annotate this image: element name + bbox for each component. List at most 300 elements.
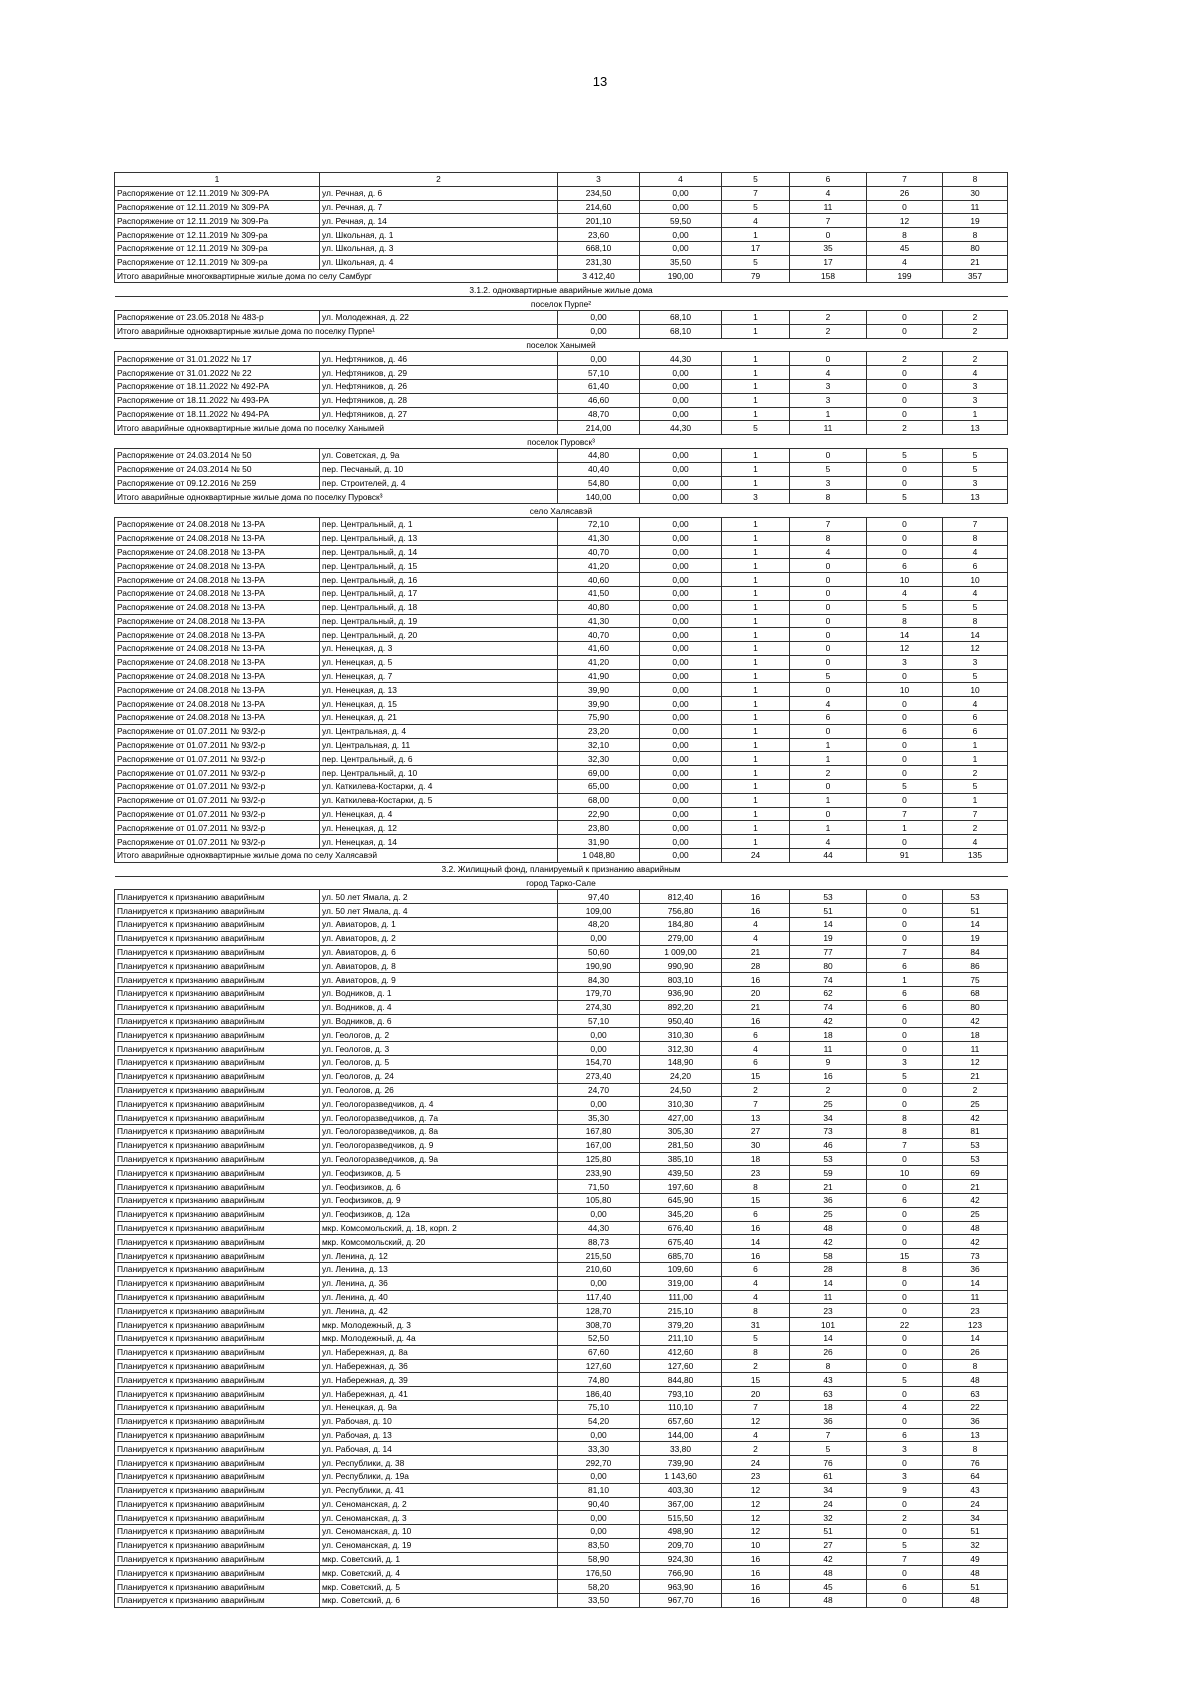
document-cell: Планируется к признанию аварийным [115,987,320,1001]
document-cell: Планируется к признанию аварийным [115,1193,320,1207]
area-cell: 58,20 [558,1580,640,1594]
document-cell: Распоряжение от 18.11.2022 № 494-РА [115,407,320,421]
count-cell: 19 [943,931,1008,945]
count-cell: 0 [867,1235,943,1249]
section-heading-row [115,876,1008,890]
area-cell: 127,60 [558,1359,640,1373]
area-cell: 109,00 [558,904,640,918]
table-row [115,1497,1008,1511]
count-cell: 0 [867,1456,943,1470]
table-row [115,1028,1008,1042]
table-row [115,1000,1008,1014]
count-cell: 0 [867,793,943,807]
area-cell: 179,70 [558,987,640,1001]
count-cell: 27 [790,1538,867,1552]
count-cell: 28 [722,959,790,973]
count-cell: 4 [722,214,790,228]
total-value-cell: 44,30 [640,421,722,435]
document-cell: Распоряжение от 24.08.2018 № 13-РА [115,614,320,628]
section-heading: поселок Ханымей [115,338,1008,352]
area-cell: 0,00 [640,600,722,614]
count-cell: 2 [943,352,1008,366]
document-cell: Планируется к признанию аварийным [115,904,320,918]
count-cell: 26 [790,1345,867,1359]
address-cell: пер. Центральный, д. 17 [320,586,558,600]
table-row [115,1345,1008,1359]
document-cell: Планируется к признанию аварийным [115,959,320,973]
address-cell: ул. Каткилева-Костарки, д. 5 [320,793,558,807]
document-cell: Планируется к признанию аварийным [115,1594,320,1608]
count-cell: 12 [722,1483,790,1497]
total-value-cell: 13 [943,421,1008,435]
table-row [115,366,1008,380]
table-row [115,462,1008,476]
count-cell: 0 [867,669,943,683]
document-cell: Планируется к признанию аварийным [115,1180,320,1194]
count-cell: 49 [943,1552,1008,1566]
count-cell: 25 [943,1097,1008,1111]
table-row [115,918,1008,932]
table-row [115,1456,1008,1470]
count-cell: 2 [943,821,1008,835]
count-cell: 8 [722,1304,790,1318]
header-cell: 8 [943,173,1008,187]
count-cell: 21 [943,1180,1008,1194]
area-cell: 40,80 [558,600,640,614]
count-cell: 7 [790,214,867,228]
table-row [115,1056,1008,1070]
count-cell: 8 [867,614,943,628]
total-value-cell: 214,00 [558,421,640,435]
area-cell: 0,00 [558,1042,640,1056]
section-heading-row [115,862,1008,876]
header-cell: 7 [867,173,943,187]
count-cell: 3 [790,379,867,393]
area-cell: 39,90 [558,683,640,697]
count-cell: 3 [943,379,1008,393]
area-cell: 0,00 [640,738,722,752]
document-cell: Планируется к признанию аварийным [115,1000,320,1014]
document-cell: Распоряжение от 24.08.2018 № 13-РА [115,586,320,600]
table-row [115,752,1008,766]
count-cell: 1 [722,586,790,600]
area-cell: 32,30 [558,752,640,766]
address-cell: ул. Геологов, д. 2 [320,1028,558,1042]
count-cell: 4 [722,1276,790,1290]
area-cell: 379,20 [640,1318,722,1332]
count-cell: 4 [943,835,1008,849]
document-cell: Планируется к признанию аварийным [115,1387,320,1401]
area-cell: 59,50 [640,214,722,228]
count-cell: 1 [722,462,790,476]
document-cell: Планируется к признанию аварийным [115,918,320,932]
document-cell: Распоряжение от 01.07.2011 № 93/2-р [115,738,320,752]
table-row [115,973,1008,987]
count-cell: 18 [790,1028,867,1042]
count-cell: 0 [867,1414,943,1428]
area-cell: 0,00 [640,697,722,711]
table-row [115,1193,1008,1207]
count-cell: 4 [867,255,943,269]
address-cell: ул. Нефтяников, д. 29 [320,366,558,380]
table-row [115,600,1008,614]
total-value-cell: 135 [943,849,1008,863]
area-cell: 184,80 [640,918,722,932]
area-cell: 48,70 [558,407,640,421]
address-cell: ул. Набережная, д. 36 [320,1359,558,1373]
area-cell: 310,30 [640,1097,722,1111]
area-cell: 793,10 [640,1387,722,1401]
area-cell: 367,00 [640,1497,722,1511]
count-cell: 30 [943,186,1008,200]
section-heading: 3.2. Жилищный фонд, планируемый к признанию аварийным [115,862,1008,876]
count-cell: 51 [943,1525,1008,1539]
section-heading-row [115,338,1008,352]
count-cell: 1 [722,752,790,766]
count-cell: 1 [943,407,1008,421]
count-cell: 53 [943,1152,1008,1166]
table-row [115,476,1008,490]
count-cell: 1 [722,573,790,587]
count-cell: 11 [790,1042,867,1056]
count-cell: 7 [867,1552,943,1566]
area-cell: 23,60 [558,228,640,242]
area-cell: 41,20 [558,655,640,669]
count-cell: 1 [722,393,790,407]
count-cell: 0 [867,1152,943,1166]
address-cell: ул. Геофизиков, д. 5 [320,1166,558,1180]
table-row [115,586,1008,600]
count-cell: 1 [943,793,1008,807]
count-cell: 53 [790,890,867,904]
area-cell: 0,00 [640,655,722,669]
section-heading-row [115,435,1008,449]
count-cell: 0 [867,1566,943,1580]
area-cell: 0,00 [558,1511,640,1525]
count-cell: 14 [943,628,1008,642]
table-row [115,545,1008,559]
document-cell: Планируется к признанию аварийным [115,1428,320,1442]
count-cell: 16 [722,1580,790,1594]
document-cell: Планируется к признанию аварийным [115,1566,320,1580]
count-cell: 12 [867,642,943,656]
area-cell: 0,00 [558,1276,640,1290]
area-cell: 668,10 [558,241,640,255]
count-cell: 0 [867,904,943,918]
document-cell: Распоряжение от 31.01.2022 № 22 [115,366,320,380]
document-cell: Планируется к признанию аварийным [115,1056,320,1070]
area-cell: 117,40 [558,1290,640,1304]
address-cell: ул. Авиаторов, д. 1 [320,918,558,932]
count-cell: 5 [867,780,943,794]
document-cell: Распоряжение от 18.11.2022 № 492-РА [115,379,320,393]
area-cell: 403,30 [640,1483,722,1497]
count-cell: 0 [790,228,867,242]
count-cell: 5 [867,1373,943,1387]
count-cell: 73 [943,1249,1008,1263]
area-cell: 209,70 [640,1538,722,1552]
table-row [115,1387,1008,1401]
total-value-cell: 79 [722,269,790,283]
count-cell: 0 [790,600,867,614]
document-cell: Распоряжение от 24.08.2018 № 13-РА [115,628,320,642]
count-cell: 3 [790,393,867,407]
count-cell: 5 [722,200,790,214]
count-cell: 53 [943,1138,1008,1152]
section-heading: поселок Пуровск³ [115,435,1008,449]
table-row [115,573,1008,587]
area-cell: 0,00 [640,711,722,725]
table-row [115,1483,1008,1497]
area-cell: 0,00 [558,1207,640,1221]
table-row [115,1180,1008,1194]
count-cell: 5 [867,448,943,462]
area-cell: 144,00 [640,1428,722,1442]
area-cell: 33,30 [558,1442,640,1456]
area-cell: 685,70 [640,1249,722,1263]
table-row [115,1331,1008,1345]
table-row [115,642,1008,656]
total-value-cell: 0 [867,324,943,338]
count-cell: 48 [790,1566,867,1580]
document-cell: Планируется к признанию аварийным [115,1345,320,1359]
count-cell: 1 [722,780,790,794]
address-cell: ул. Рабочая, д. 14 [320,1442,558,1456]
count-cell: 2 [867,1511,943,1525]
total-value-cell: 8 [790,490,867,504]
table-row [115,724,1008,738]
document-cell: Планируется к признанию аварийным [115,1304,320,1318]
count-cell: 51 [790,1525,867,1539]
table-row [115,904,1008,918]
total-label: Итого аварийные многоквартирные жилые дома по селу Самбург [115,269,558,283]
count-cell: 7 [790,517,867,531]
total-label: Итого аварийные одноквартирные жилые дома по поселку Пуровск³ [115,490,558,504]
count-cell: 4 [943,545,1008,559]
count-cell: 8 [943,531,1008,545]
table-row [115,1166,1008,1180]
document-cell: Планируется к признанию аварийным [115,1373,320,1387]
table-row [115,780,1008,794]
table-row [115,1235,1008,1249]
area-cell: 439,50 [640,1166,722,1180]
document-cell: Распоряжение от 24.08.2018 № 13-РА [115,545,320,559]
count-cell: 12 [722,1511,790,1525]
count-cell: 45 [867,241,943,255]
area-cell: 0,00 [640,379,722,393]
address-cell: ул. Советская, д. 9а [320,448,558,462]
address-cell: ул. Геофизиков, д. 12а [320,1207,558,1221]
header-cell: 5 [722,173,790,187]
document-cell: Планируется к признанию аварийным [115,1525,320,1539]
address-cell: мкр. Комсомольский, д. 18, корп. 2 [320,1221,558,1235]
count-cell: 36 [790,1414,867,1428]
count-cell: 1 [722,228,790,242]
area-cell: 201,10 [558,214,640,228]
document-cell: Распоряжение от 24.08.2018 № 13-РА [115,669,320,683]
count-cell: 0 [790,573,867,587]
count-cell: 7 [943,807,1008,821]
document-cell: Распоряжение от 09.12.2016 № 259 [115,476,320,490]
address-cell: ул. Авиаторов, д. 9 [320,973,558,987]
total-value-cell: 2 [867,421,943,435]
table-row [115,228,1008,242]
document-cell: Распоряжение от 24.08.2018 № 13-РА [115,642,320,656]
area-cell: 0,00 [640,517,722,531]
area-cell: 40,70 [558,628,640,642]
section-heading: поселок Пурпе² [115,297,1008,311]
header-cell: 1 [115,173,320,187]
address-cell: ул. Ленина, д. 13 [320,1262,558,1276]
count-cell: 7 [943,517,1008,531]
count-cell: 25 [790,1097,867,1111]
count-cell: 2 [943,766,1008,780]
count-cell: 6 [943,711,1008,725]
area-cell: 0,00 [640,462,722,476]
section-heading: село Халясавэй [115,504,1008,518]
count-cell: 4 [790,697,867,711]
area-cell: 40,70 [558,545,640,559]
count-cell: 4 [790,366,867,380]
area-cell: 0,00 [640,793,722,807]
table-row [115,1221,1008,1235]
count-cell: 12 [943,642,1008,656]
total-value-cell: 140,00 [558,490,640,504]
table-row [115,1538,1008,1552]
area-cell: 105,80 [558,1193,640,1207]
document-cell: Распоряжение от 01.07.2011 № 93/2-р [115,780,320,794]
count-cell: 12 [722,1414,790,1428]
count-cell: 1 [943,738,1008,752]
area-cell: 0,00 [640,766,722,780]
address-cell: ул. Ненецкая, д. 9а [320,1400,558,1414]
document-cell: Планируется к признанию аварийным [115,1028,320,1042]
count-cell: 23 [722,1166,790,1180]
count-cell: 1 [722,655,790,669]
area-cell: 0,00 [640,366,722,380]
address-cell: ул. Геологов, д. 3 [320,1042,558,1056]
document-cell: Планируется к признанию аварийным [115,1235,320,1249]
area-cell: 54,80 [558,476,640,490]
area-cell: 412,60 [640,1345,722,1359]
count-cell: 0 [867,752,943,766]
count-cell: 48 [790,1221,867,1235]
count-cell: 11 [790,200,867,214]
count-cell: 5 [867,1538,943,1552]
area-cell: 39,90 [558,697,640,711]
document-cell: Распоряжение от 01.07.2011 № 93/2-р [115,752,320,766]
count-cell: 9 [790,1056,867,1070]
area-cell: 515,50 [640,1511,722,1525]
document-cell: Распоряжение от 24.08.2018 № 13-РА [115,600,320,614]
count-cell: 0 [867,1290,943,1304]
count-cell: 3 [867,1442,943,1456]
address-cell: мкр. Советский, д. 4 [320,1566,558,1580]
area-cell: 279,00 [640,931,722,945]
count-cell: 4 [790,545,867,559]
address-cell: пер. Центральный, д. 20 [320,628,558,642]
count-cell: 74 [790,1000,867,1014]
address-cell: пер. Центральный, д. 6 [320,752,558,766]
total-value-cell: 199 [867,269,943,283]
count-cell: 6 [867,559,943,573]
count-cell: 5 [790,1442,867,1456]
address-cell: ул. Геологоразведчиков, д. 4 [320,1097,558,1111]
count-cell: 48 [943,1594,1008,1608]
count-cell: 4 [790,835,867,849]
document-cell: Планируется к признанию аварийным [115,1497,320,1511]
address-cell: ул. Геологоразведчиков, д. 9а [320,1152,558,1166]
table-row [115,1152,1008,1166]
count-cell: 59 [790,1166,867,1180]
address-cell: ул. Авиаторов, д. 8 [320,959,558,973]
document-cell: Планируется к признанию аварийным [115,1469,320,1483]
document-cell: Планируется к признанию аварийным [115,1221,320,1235]
count-cell: 15 [722,1193,790,1207]
table-row [115,1442,1008,1456]
count-cell: 10 [722,1538,790,1552]
document-cell: Распоряжение от 01.07.2011 № 93/2-р [115,724,320,738]
area-cell: 233,90 [558,1166,640,1180]
document-cell: Распоряжение от 18.11.2022 № 493-РА [115,393,320,407]
address-cell: ул. Ленина, д. 40 [320,1290,558,1304]
address-cell: мкр. Советский, д. 1 [320,1552,558,1566]
total-value-cell: 11 [790,421,867,435]
address-cell: ул. Авиаторов, д. 2 [320,931,558,945]
count-cell: 16 [722,1249,790,1263]
count-cell: 27 [722,1124,790,1138]
area-cell: 844,80 [640,1373,722,1387]
table-row [115,1069,1008,1083]
count-cell: 34 [943,1511,1008,1525]
document-cell: Планируется к признанию аварийным [115,1207,320,1221]
table-row [115,669,1008,683]
count-cell: 1 [722,559,790,573]
count-cell: 26 [867,186,943,200]
area-cell: 675,40 [640,1235,722,1249]
count-cell: 4 [790,186,867,200]
document-cell: Планируется к признанию аварийным [115,1249,320,1263]
count-cell: 16 [722,1594,790,1608]
table-row [115,1207,1008,1221]
area-cell: 0,00 [640,821,722,835]
count-cell: 0 [790,807,867,821]
count-cell: 0 [867,531,943,545]
count-cell: 5 [943,669,1008,683]
count-cell: 4 [943,366,1008,380]
count-cell: 42 [943,1235,1008,1249]
area-cell: 0,00 [640,200,722,214]
area-cell: 0,00 [558,352,640,366]
count-cell: 1 [867,973,943,987]
table-row [115,448,1008,462]
total-value-cell: 3 [722,490,790,504]
document-cell: Распоряжение от 12.11.2019 № 309-ра [115,255,320,269]
area-cell: 65,00 [558,780,640,794]
address-cell: ул. Республики, д. 41 [320,1483,558,1497]
document-cell: Планируется к признанию аварийным [115,1290,320,1304]
count-cell: 16 [722,973,790,987]
count-cell: 76 [790,1456,867,1470]
count-cell: 18 [790,1400,867,1414]
address-cell: мкр. Комсомольский, д. 20 [320,1235,558,1249]
count-cell: 1 [722,766,790,780]
count-cell: 0 [867,462,943,476]
table-row [115,379,1008,393]
count-cell: 0 [867,766,943,780]
address-cell: пер. Центральный, д. 18 [320,600,558,614]
section-heading-row [115,283,1008,297]
